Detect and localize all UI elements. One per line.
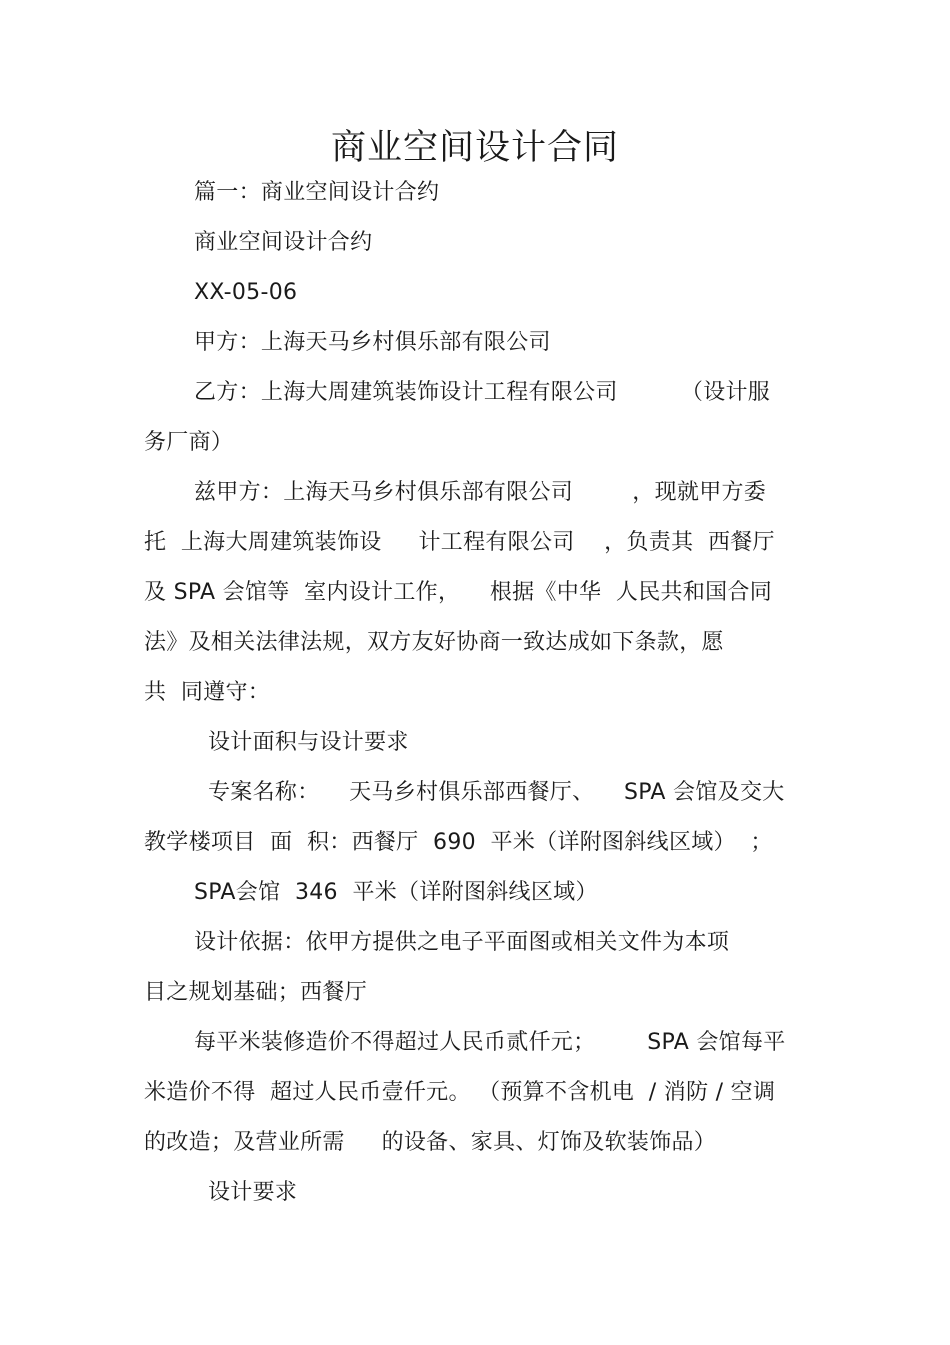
paragraph-line: 每平米装修造价不得超过人民币贰仟元； SPA 会馆每平 <box>194 1030 786 1055</box>
paragraph-line: 法》及相关法律法规，双方友好协商一致达成如下条款，愿 <box>144 630 724 655</box>
paragraph-line: 兹甲方：上海天马乡村俱乐部有限公司 ，现就甲方委 <box>194 480 767 505</box>
paragraph-line: 的改造；及营业所需 的设备、家具、灯饰及软装饰品） <box>144 1130 717 1155</box>
paragraph-line: 教学楼项目 面 积：西餐厅 690 平米（详附图斜线区域） ； <box>144 830 773 855</box>
paragraph-line: 篇一：商业空间设计合约 <box>194 180 440 205</box>
paragraph-line: SPA会馆 346 平米（详附图斜线区域） <box>194 880 598 905</box>
paragraph-line: 甲方：上海天马乡村俱乐部有限公司 <box>194 330 551 355</box>
paragraph-line: 务厂商） <box>144 430 234 455</box>
paragraph-line: 设计依据：依甲方提供之电子平面图或相关文件为本项 <box>194 930 730 955</box>
paragraph-line: 专案名称： 天马乡村俱乐部西餐厅、 SPA 会馆及交大 <box>208 780 785 805</box>
paragraph-line: 托 上海大周建筑装饰设 计工程有限公司 ，负责其 西餐厅 <box>144 530 775 555</box>
section-heading: 设计要求 <box>208 1180 298 1205</box>
section-heading: 设计面积与设计要求 <box>208 730 409 755</box>
paragraph-line: 共 同遵守： <box>144 680 271 705</box>
document-title: 商业空间设计合同 <box>330 128 619 168</box>
paragraph-line: 乙方：上海大周建筑装饰设计工程有限公司 （设计服 <box>194 380 771 405</box>
paragraph-line: 米造价不得 超过人民币壹仟元。 （预算不含机电 / 消防 / 空调 <box>144 1080 776 1105</box>
paragraph-line: 及 SPA 会馆等 室内设计工作， 根据《中华 人民共和国合同 <box>144 580 773 605</box>
paragraph-line: 商业空间设计合约 <box>194 230 373 255</box>
paragraph-line: XX-05-06 <box>194 280 298 305</box>
paragraph-line: 目之规划基础；西餐厅 <box>144 980 368 1005</box>
